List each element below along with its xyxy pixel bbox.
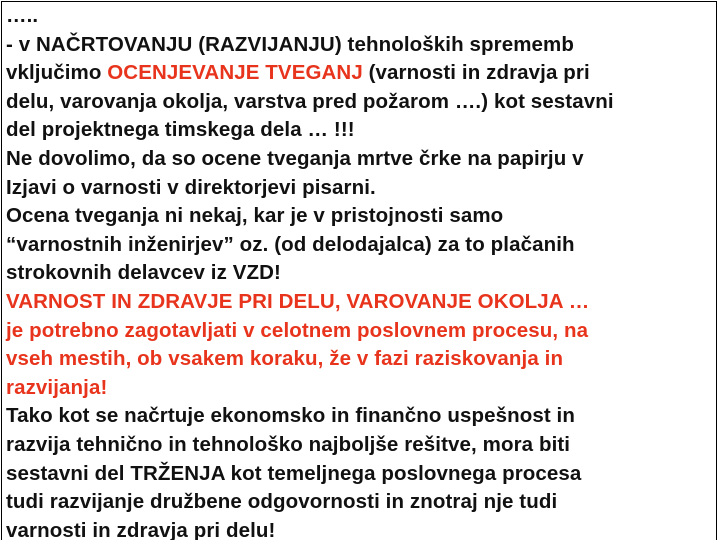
text-segment: Tako kot se načrtuje ekonomsko in finančno uspešnost in: [6, 404, 575, 428]
text-segment: delu, varovanja okolja, varstva pred požarom ….) kot sestavni: [6, 89, 614, 113]
text-line: [6, 288, 718, 317]
text-line: [6, 317, 718, 346]
highlighted-text: OCENJEVANJE TVEGANJ: [107, 61, 363, 85]
body-text: [6, 2, 718, 540]
text-line: [6, 402, 718, 431]
text-line: [6, 517, 718, 540]
text-segment: tudi razvijanje družbene odgovornosti in znotraj nje tudi: [6, 490, 558, 514]
text-line: [6, 59, 718, 88]
text-line: [6, 231, 718, 260]
text-segment: Izjavi o varnosti v direktorjevi pisarni.: [6, 175, 376, 199]
text-segment: - v NAČRTOVANJU (RAZVIJANJU) tehnoloških sprememb: [6, 32, 574, 56]
highlighted-text: VARNOST IN ZDRAVJE PRI DELU, VAROVANJE OKOLJA …: [6, 289, 590, 313]
text-line: [6, 2, 718, 31]
text-line: [6, 460, 718, 489]
text-segment: varnosti in zdravja pri delu!: [6, 518, 276, 540]
text-line: [6, 431, 718, 460]
text-segment: (varnosti in zdravja pri: [362, 61, 590, 85]
text-line: [6, 374, 718, 403]
text-segment: “varnostnih inženirjev” oz. (od delodajalca) za to plačanih: [6, 232, 575, 256]
text-segment: sestavni del TRŽENJA kot temeljnega poslovnega procesa: [6, 461, 582, 485]
text-line: [6, 202, 718, 231]
text-line: [6, 488, 718, 517]
text-line: [6, 31, 718, 60]
text-segment: Ocena tveganja ni nekaj, kar je v pristojnosti samo: [6, 204, 504, 228]
text-segment: vključimo: [6, 61, 108, 85]
highlighted-text: vseh mestih, ob vsakem koraku, že v fazi raziskovanja in: [6, 347, 564, 371]
text-segment: Ne dovolimo, da so ocene tveganja mrtve črke na papirju v: [6, 146, 584, 170]
text-segment: strokovnih delavcev iz VZD!: [6, 261, 281, 285]
text-line: [6, 345, 718, 374]
text-line: [6, 88, 718, 117]
highlighted-text: razvijanja!: [6, 375, 108, 399]
highlighted-text: je potrebno zagotavljati v celotnem poslovnem procesu, na: [6, 318, 589, 342]
text-line: [6, 145, 718, 174]
text-segment: razvija tehnično in tehnološko najboljše rešitve, mora biti: [6, 432, 571, 456]
text-line: [6, 259, 718, 288]
text-segment: …..: [6, 4, 39, 27]
text-line: [6, 174, 718, 203]
text-segment: del projektnega timskega dela … !!!: [6, 118, 355, 142]
text-line: [6, 116, 718, 145]
